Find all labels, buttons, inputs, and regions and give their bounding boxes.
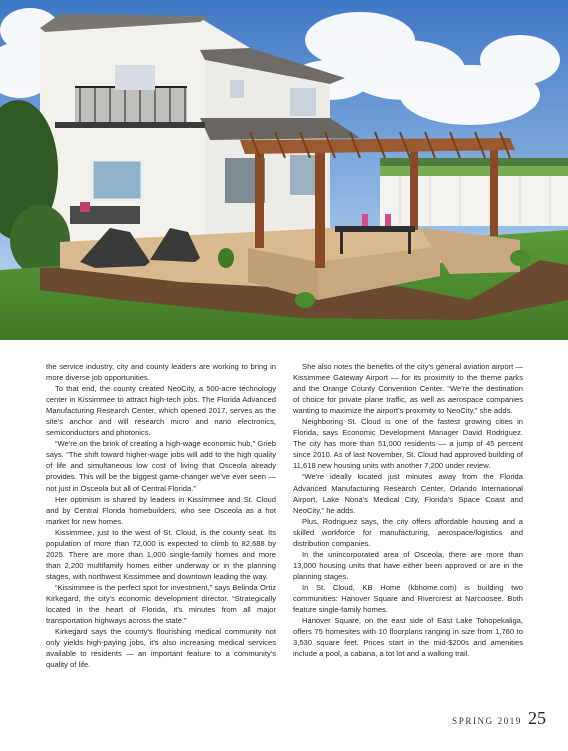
house-illustration — [0, 0, 568, 340]
paragraph: She also notes the benefits of the city's general aviation airport — Kissimmee Gateway Airport — for its proximity to the theme parks and the Orange County Convention Center. “We're the destination of choice for private plane traffic, as well as aerospace companies wanting to maximize the airport's proximity to NeoCity,” she adds. — [293, 362, 523, 416]
page-folio — [452, 708, 546, 729]
paragraph: In St. Cloud, KB Home (kbhome.com) is building two communities: Hanover Square and Rivercrest at Narcoosee. Both feature single-family homes. — [293, 582, 523, 615]
paragraph: “We're ideally located just minutes away from the Florida Advanced Manufacturing Research Center, Orlando International Airport, Lake Nona's Medical City, Florida's Space Coast and NeoCity,” he adds. — [293, 472, 523, 515]
issue-label: SPRING 2019 — [452, 716, 522, 726]
paragraph: To that end, the county created NeoCity, a 500-acre technology center in Kissimmee to attract high-tech jobs. The Florida Advanced Manufacturing Research Center, which opened 2017, serves as the site's anchor and will research micro and nano electronics, semiconductors and photonics. — [46, 384, 276, 438]
paragraph: In the unincorporated area of Osceola, there are more than 13,000 housing units that have either been approved or are in the planning stages. — [293, 549, 523, 581]
house-photo — [0, 0, 568, 340]
paragraph: Hanover Square, on the east side of East Lake Tohopekaliga, offers 75 homesites with 10 floorplans ranging in size from 1,760 to 3,530 square feet. Prices start in the mid-$200s and amenities include a pool, a cabana, a tot lot and a walking trail. — [293, 616, 523, 659]
paragraph: Her optimism is shared by leaders in Kissimmee and St. Cloud and by Central Florida homebuilders, who see Osceola as a hot market for new homes. — [46, 494, 276, 526]
paragraph: Kissimmee, just to the west of St. Cloud, is the county seat. Its population of more than 72,000 is expected to climb to 82,688 by 2025. There are more than 1,000 single-family homes and more than 2,200 multifamily homes either underway or in the planning stages, with northwest Kissimmee and downtown leading the way. — [46, 527, 276, 581]
paragraph: Kirkegard says the county's flourishing medical community not only yields high-paying jobs, it's also increasing medical services available to residents — an important feature to a community's quality of life. — [46, 627, 276, 670]
paragraph: Neighboring St. Cloud is one of the fastest growing cities in Florida, says Economic Development Manager David Rodriguez. The city has more than 51,000 residents — a jump of 45 percent since 2010. As of last November, St. Cloud had approved building of 11,618 new housing units with another 7,200 under review. — [293, 417, 523, 471]
page-number: 25 — [528, 708, 546, 728]
article-columns — [46, 361, 523, 670]
paragraph: the service industry, city and county leaders are working to bring in more diverse job opportunities. — [46, 362, 276, 383]
right-column — [293, 361, 523, 670]
paragraph: Plus, Rodriguez says, the city offers affordable housing and a skilled workforce for manufacturing, aerospace/logistics and distribution companies. — [293, 516, 523, 548]
paragraph: “We're on the brink of creating a high-wage economic hub,” Grieb says. “The shift toward higher-wage jobs will add to the high quality of life and simultaneous low cost of living that Osceola already provides. This will be the biggest game-changer we've ever seen — not just in Osceola but all of Central Florida.” — [46, 439, 276, 493]
left-column — [46, 361, 276, 670]
paragraph: “Kissimmee is the perfect spot for investment,” says Belinda Ortiz Kirkegard, the city's economic development director. “Strategically located in the heart of Florida, it's minutes from all major transportation highways across the state.” — [46, 582, 276, 626]
